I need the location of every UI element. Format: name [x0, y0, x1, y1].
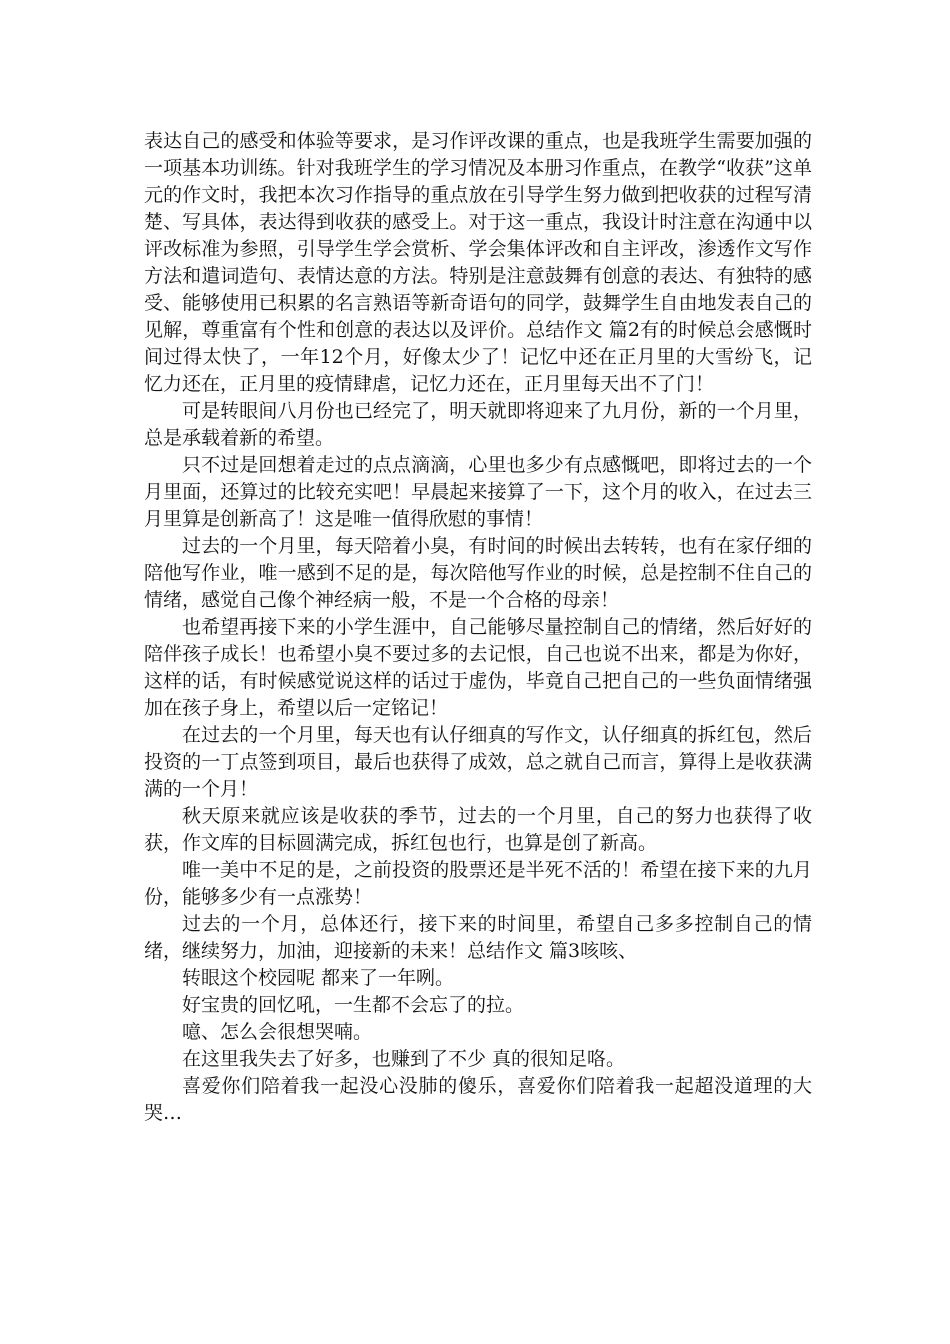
paragraph-13: 在这里我失去了好多，也赚到了不少 真的很知足咯。	[182, 1048, 626, 1070]
paragraph-2: 可是转眼间八月份也已经完了，明天就即将迎来了九月份，新的一个月里，总是承载着新的希望。	[144, 400, 812, 449]
paragraph-8: 唯一美中不足的是，之前投资的股票还是半死不活的！希望在接下来的九月份，能够多少有一点涨势！	[144, 859, 812, 908]
paragraph-9: 过去的一个月，总体还行，接下来的时间里，希望自己多多控制自己的情绪，继续努力，加油，迎接新的未来！总结作文 篇3咳咳、	[144, 913, 812, 962]
paragraph-3: 只不过是回想着走过的点点滴滴，心里也多少有点感慨吧，即将过去的一个月里面，还算过的比较充实吧！早晨起来接算了一下，这个月的收入，在过去三月里算是创新高了！这是唯一值得欣慰的事情！	[144, 454, 812, 530]
paragraph-12: 噫、怎么会很想哭喃。	[182, 1021, 373, 1043]
paragraph-10: 转眼这个校园呢 都来了一年咧。	[182, 967, 455, 989]
paragraph-7: 秋天原来就应该是收获的季节，过去的一个月里，自己的努力也获得了收获，作文库的目标圆满完成，拆红包也行，也算是创了新高。	[144, 805, 812, 854]
paragraph-4: 过去的一个月里，每天陪着小臭，有时间的时候出去转转，也有在家仔细的陪他写作业，唯一感到不足的是，每次陪他写作业的时候，总是控制不住自己的情绪，感觉自己像个神经病一般，不是一个合格的母亲！	[144, 535, 812, 611]
paragraph-5: 也希望再接下来的小学生涯中，自己能够尽量控制自己的情绪，然后好好的陪伴孩子成长！也希望小臭不要过多的去记恨，自己也说不出来，都是为你好，这样的话，有时候感觉说这样的话过于虚伪，毕竟自己把自己的一些负面情绪强加在孩子身上，希望以后一定铭记！	[144, 616, 812, 719]
paragraph-6: 在过去的一个月里，每天也有认仔细真的写作文，认仔细真的拆红包，然后投资的一丁点签到项目，最后也获得了成效，总之就自己而言，算得上是收获满满的一个月！	[144, 724, 812, 800]
paragraph-1: 表达自己的感受和体验等要求，是习作评改课的重点，也是我班学生需要加强的一项基本功训练。针对我班学生的学习情况及本册习作重点，在教学“收获”这单元的作文时，我把本次习作指导的重点放在引导学生努力做到把收获的过程写清楚、写具体，表达得到收获的感受上。对于这一重点，我设计时注意在沟通中以评改标准为参照，引导学生学会赏析、学会集体评改和自主评改，渗透作文写作方法和遣词造句、表情达意的方法。特别是注意鼓舞有创意的表达、有独特的感受、能够使用已积累的名言熟语等新奇语句的同学，鼓舞学生自由地发表自己的见解，尊重富有个性和创意的表达以及评价。总结作文 篇2有的时候总会感慨时间过得太快了，一年12个月，好像太少了！记忆中还在正月里的大雪纷飞，记忆力还在，正月里的疫情肆虐，记忆力还在，正月里每天出不了门！	[144, 130, 812, 395]
paragraph-11: 好宝贵的回忆吼，一生都不会忘了的拉。	[182, 994, 525, 1016]
paragraph-14: 喜爱你们陪着我一起没心没肺的傻乐，喜爱你们陪着我一起超没道理的大哭…	[144, 1075, 812, 1124]
document-body	[144, 128, 812, 1127]
